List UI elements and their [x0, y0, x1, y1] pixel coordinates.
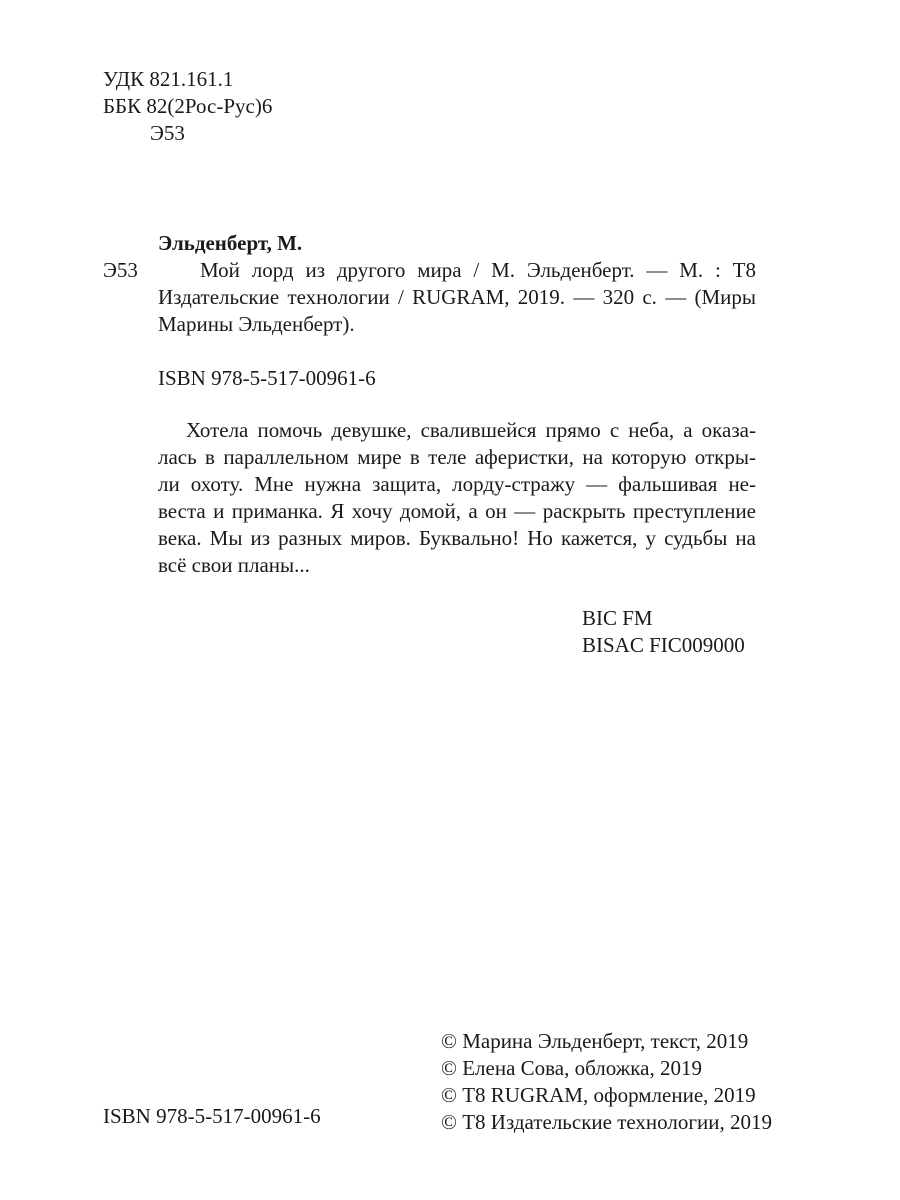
author-heading: Эльденберт, М.: [158, 231, 303, 255]
catalog-line: Марины Эльденберт).: [158, 312, 355, 336]
author-mark: Э53: [150, 121, 185, 145]
copyright-block: [441, 1028, 772, 1136]
annotation-line: всё свои планы...: [158, 553, 310, 577]
bisac-code: BISAC FIC009000: [582, 633, 745, 657]
bbk-code: ББК 82(2Рос-Рус)6: [103, 94, 273, 118]
annotation-line: веста и приманка. Я хочу домой, а он — раскрыть преступление: [158, 499, 756, 523]
annotation-line: ли охоту. Мне нужна защита, лорду-стражу — фальшивая не-: [158, 472, 756, 496]
annotation-line: Хотела помочь девушке, свалившейся прямо с неба, а оказа-: [186, 418, 756, 442]
annotation-line: лась в параллельном мире в теле аферистки, на которую откры-: [158, 445, 756, 469]
catalog-description: [158, 257, 756, 338]
catalog-line: Мой лорд из другого мира / М. Эльденберт. — М. : Т8: [200, 258, 756, 282]
bic-code: BIC FM: [582, 606, 653, 630]
udk-code: УДК 821.161.1: [103, 67, 234, 91]
copyright-line: © Марина Эльденберт, текст, 2019: [441, 1029, 749, 1053]
catalog-line: Издательские технологии / RUGRAM, 2019. — 320 с. — (Миры: [158, 285, 756, 309]
annotation-line: века. Мы из разных миров. Буквально! Но кажется, у судьбы на: [158, 526, 756, 550]
isbn: ISBN 978-5-517-00961-6: [158, 366, 376, 390]
copyright-line: © Т8 Издательские технологии, 2019: [441, 1110, 772, 1134]
catalog-author-mark: Э53: [103, 258, 138, 282]
copyright-line: © Т8 RUGRAM, оформление, 2019: [441, 1083, 756, 1107]
footer-isbn: ISBN 978-5-517-00961-6: [103, 1104, 321, 1128]
annotation: [158, 417, 756, 579]
copyright-line: © Елена Сова, обложка, 2019: [441, 1056, 702, 1080]
